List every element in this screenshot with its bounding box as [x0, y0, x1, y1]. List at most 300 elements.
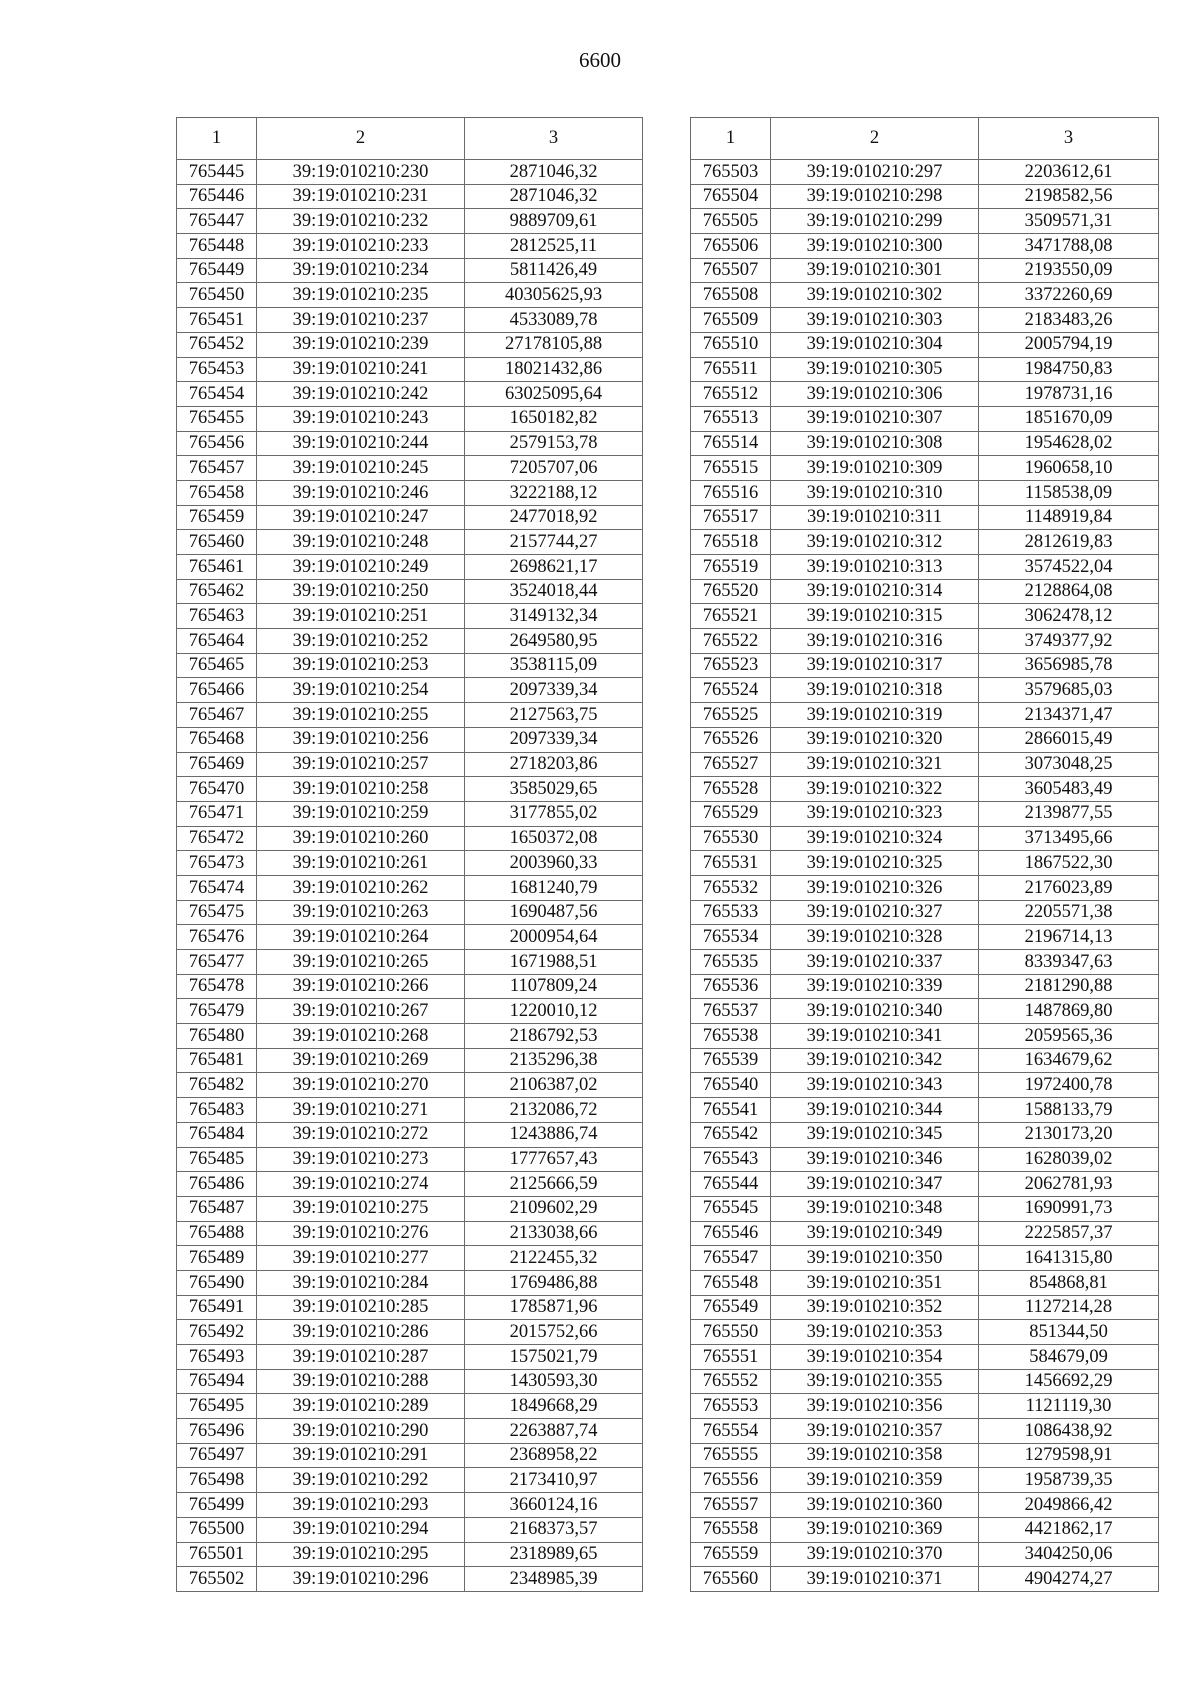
value-cell: 3605483,49	[979, 777, 1159, 802]
table-row	[177, 555, 643, 580]
cadastral-number-cell: 39:19:010210:230	[257, 160, 465, 185]
cadastral-number-cell: 39:19:010210:322	[771, 777, 979, 802]
table-row	[691, 1073, 1159, 1098]
table-row	[177, 1394, 643, 1419]
table-row	[177, 456, 643, 481]
value-cell: 3574522,04	[979, 555, 1159, 580]
cadastral-number-cell: 39:19:010210:357	[771, 1419, 979, 1444]
table-row	[177, 184, 643, 209]
value-cell: 2205571,38	[979, 900, 1159, 925]
table-row	[177, 826, 643, 851]
row-number-cell: 765493	[177, 1345, 257, 1370]
value-cell: 7205707,06	[465, 456, 643, 481]
value-cell: 2128864,08	[979, 579, 1159, 604]
value-cell: 1086438,92	[979, 1419, 1159, 1444]
column-header-3: 3	[465, 118, 643, 160]
row-number-cell: 765482	[177, 1073, 257, 1098]
table-row	[177, 1221, 643, 1246]
row-number-cell: 765515	[691, 456, 771, 481]
column-header-2: 2	[257, 118, 465, 160]
value-cell: 27178105,88	[465, 332, 643, 357]
value-cell: 1158538,09	[979, 480, 1159, 505]
table-row	[691, 530, 1159, 555]
value-cell: 1220010,12	[465, 999, 643, 1024]
row-number-cell: 765450	[177, 283, 257, 308]
value-cell: 1777657,43	[465, 1147, 643, 1172]
cadastral-number-cell: 39:19:010210:261	[257, 851, 465, 876]
cadastral-number-cell: 39:19:010210:369	[771, 1517, 979, 1542]
cadastral-number-cell: 39:19:010210:352	[771, 1295, 979, 1320]
cadastral-number-cell: 39:19:010210:272	[257, 1122, 465, 1147]
row-number-cell: 765485	[177, 1147, 257, 1172]
row-number-cell: 765560	[691, 1567, 771, 1592]
value-cell: 3177855,02	[465, 801, 643, 826]
value-cell: 2127563,75	[465, 703, 643, 728]
cadastral-number-cell: 39:19:010210:271	[257, 1098, 465, 1123]
table-row	[177, 1419, 643, 1444]
table-row	[177, 1443, 643, 1468]
cadastral-number-cell: 39:19:010210:251	[257, 604, 465, 629]
cadastral-number-cell: 39:19:010210:237	[257, 308, 465, 333]
row-number-cell: 765471	[177, 801, 257, 826]
value-cell: 2168373,57	[465, 1517, 643, 1542]
row-number-cell: 765532	[691, 875, 771, 900]
cadastral-number-cell: 39:19:010210:299	[771, 209, 979, 234]
cadastral-number-cell: 39:19:010210:321	[771, 752, 979, 777]
table-row	[691, 1196, 1159, 1221]
table-row	[177, 1345, 643, 1370]
row-number-cell: 765477	[177, 950, 257, 975]
left-table	[176, 117, 643, 1592]
row-number-cell: 765483	[177, 1098, 257, 1123]
right-table-body	[691, 160, 1159, 1592]
cadastral-number-cell: 39:19:010210:267	[257, 999, 465, 1024]
cadastral-number-cell: 39:19:010210:315	[771, 604, 979, 629]
row-number-cell: 765488	[177, 1221, 257, 1246]
table-row	[691, 184, 1159, 209]
value-cell: 1671988,51	[465, 950, 643, 975]
value-cell: 2263887,74	[465, 1419, 643, 1444]
table-row	[177, 999, 643, 1024]
value-cell: 854868,81	[979, 1270, 1159, 1295]
table-row	[691, 505, 1159, 530]
row-number-cell: 765541	[691, 1098, 771, 1123]
table-row	[177, 727, 643, 752]
value-cell: 1681240,79	[465, 875, 643, 900]
value-cell: 1148919,84	[979, 505, 1159, 530]
value-cell: 1978731,16	[979, 382, 1159, 407]
cadastral-number-cell: 39:19:010210:319	[771, 703, 979, 728]
row-number-cell: 765462	[177, 579, 257, 604]
value-cell: 2135296,38	[465, 1048, 643, 1073]
cadastral-number-cell: 39:19:010210:241	[257, 357, 465, 382]
value-cell: 2003960,33	[465, 851, 643, 876]
value-cell: 2157744,27	[465, 530, 643, 555]
cadastral-number-cell: 39:19:010210:349	[771, 1221, 979, 1246]
cadastral-number-cell: 39:19:010210:318	[771, 678, 979, 703]
cadastral-number-cell: 39:19:010210:269	[257, 1048, 465, 1073]
value-cell: 2718203,86	[465, 752, 643, 777]
table-row	[177, 925, 643, 950]
value-cell: 2649580,95	[465, 629, 643, 654]
table-row	[691, 382, 1159, 407]
cadastral-number-cell: 39:19:010210:320	[771, 727, 979, 752]
value-cell: 2181290,88	[979, 974, 1159, 999]
right-table-header	[691, 118, 1159, 160]
row-number-cell: 765487	[177, 1196, 257, 1221]
cadastral-number-cell: 39:19:010210:232	[257, 209, 465, 234]
row-number-cell: 765555	[691, 1443, 771, 1468]
cadastral-number-cell: 39:19:010210:310	[771, 480, 979, 505]
table-row	[691, 801, 1159, 826]
cadastral-number-cell: 39:19:010210:354	[771, 1345, 979, 1370]
value-cell: 3713495,66	[979, 826, 1159, 851]
table-row	[691, 1345, 1159, 1370]
table-row	[691, 1320, 1159, 1345]
value-cell: 3524018,44	[465, 579, 643, 604]
value-cell: 2109602,29	[465, 1196, 643, 1221]
value-cell: 2866015,49	[979, 727, 1159, 752]
row-number-cell: 765456	[177, 431, 257, 456]
row-number-cell: 765551	[691, 1345, 771, 1370]
value-cell: 2193550,09	[979, 258, 1159, 283]
cadastral-number-cell: 39:19:010210:313	[771, 555, 979, 580]
table-row	[691, 900, 1159, 925]
value-cell: 2106387,02	[465, 1073, 643, 1098]
cadastral-number-cell: 39:19:010210:276	[257, 1221, 465, 1246]
row-number-cell: 765467	[177, 703, 257, 728]
cadastral-number-cell: 39:19:010210:256	[257, 727, 465, 752]
value-cell: 3656985,78	[979, 653, 1159, 678]
table-row	[691, 1098, 1159, 1123]
row-number-cell: 765464	[177, 629, 257, 654]
table-row	[177, 1369, 643, 1394]
value-cell: 3579685,03	[979, 678, 1159, 703]
cadastral-number-cell: 39:19:010210:268	[257, 1024, 465, 1049]
value-cell: 2130173,20	[979, 1122, 1159, 1147]
table-row	[177, 1567, 643, 1592]
cadastral-number-cell: 39:19:010210:345	[771, 1122, 979, 1147]
cadastral-number-cell: 39:19:010210:355	[771, 1369, 979, 1394]
row-number-cell: 765475	[177, 900, 257, 925]
value-cell: 2122455,32	[465, 1246, 643, 1271]
value-cell: 2173410,97	[465, 1468, 643, 1493]
value-cell: 4421862,17	[979, 1517, 1159, 1542]
cadastral-number-cell: 39:19:010210:306	[771, 382, 979, 407]
value-cell: 1650372,08	[465, 826, 643, 851]
cadastral-number-cell: 39:19:010210:311	[771, 505, 979, 530]
row-number-cell: 765529	[691, 801, 771, 826]
table-row	[691, 406, 1159, 431]
value-cell: 1960658,10	[979, 456, 1159, 481]
table-row	[177, 283, 643, 308]
value-cell: 3062478,12	[979, 604, 1159, 629]
value-cell: 1487869,80	[979, 999, 1159, 1024]
value-cell: 3471788,08	[979, 234, 1159, 259]
column-header-3: 3	[979, 118, 1159, 160]
table-row	[691, 1295, 1159, 1320]
table-row	[691, 480, 1159, 505]
table-row	[177, 900, 643, 925]
value-cell: 1127214,28	[979, 1295, 1159, 1320]
table-row	[691, 629, 1159, 654]
row-number-cell: 765445	[177, 160, 257, 185]
left-table-body	[177, 160, 643, 1592]
table-row	[691, 752, 1159, 777]
table-row	[691, 357, 1159, 382]
row-number-cell: 765449	[177, 258, 257, 283]
cadastral-number-cell: 39:19:010210:339	[771, 974, 979, 999]
row-number-cell: 765479	[177, 999, 257, 1024]
cadastral-number-cell: 39:19:010210:342	[771, 1048, 979, 1073]
cadastral-number-cell: 39:19:010210:270	[257, 1073, 465, 1098]
row-number-cell: 765531	[691, 851, 771, 876]
table-row	[691, 1567, 1159, 1592]
table-row	[691, 1369, 1159, 1394]
cadastral-number-cell: 39:19:010210:324	[771, 826, 979, 851]
cadastral-number-cell: 39:19:010210:358	[771, 1443, 979, 1468]
column-header-1: 1	[177, 118, 257, 160]
value-cell: 2059565,36	[979, 1024, 1159, 1049]
table-row	[177, 752, 643, 777]
table-row	[691, 579, 1159, 604]
row-number-cell: 765460	[177, 530, 257, 555]
table-row	[691, 1468, 1159, 1493]
table-row	[177, 1147, 643, 1172]
cadastral-number-cell: 39:19:010210:303	[771, 308, 979, 333]
value-cell: 2579153,78	[465, 431, 643, 456]
value-cell: 1690487,56	[465, 900, 643, 925]
row-number-cell: 765453	[177, 357, 257, 382]
cadastral-number-cell: 39:19:010210:348	[771, 1196, 979, 1221]
row-number-cell: 765495	[177, 1394, 257, 1419]
cadastral-number-cell: 39:19:010210:263	[257, 900, 465, 925]
row-number-cell: 765513	[691, 406, 771, 431]
value-cell: 2348985,39	[465, 1567, 643, 1592]
table-row	[177, 234, 643, 259]
row-number-cell: 765524	[691, 678, 771, 703]
table-row	[691, 1493, 1159, 1518]
row-number-cell: 765526	[691, 727, 771, 752]
row-number-cell: 765521	[691, 604, 771, 629]
cadastral-number-cell: 39:19:010210:277	[257, 1246, 465, 1271]
cadastral-number-cell: 39:19:010210:347	[771, 1172, 979, 1197]
value-cell: 2698621,17	[465, 555, 643, 580]
row-number-cell: 765549	[691, 1295, 771, 1320]
cadastral-number-cell: 39:19:010210:359	[771, 1468, 979, 1493]
cadastral-number-cell: 39:19:010210:252	[257, 629, 465, 654]
value-cell: 18021432,86	[465, 357, 643, 382]
table-row	[691, 160, 1159, 185]
row-number-cell: 765558	[691, 1517, 771, 1542]
row-number-cell: 765484	[177, 1122, 257, 1147]
table-row	[177, 357, 643, 382]
table-row	[691, 875, 1159, 900]
cadastral-number-cell: 39:19:010210:360	[771, 1493, 979, 1518]
row-number-cell: 765486	[177, 1172, 257, 1197]
cadastral-number-cell: 39:19:010210:316	[771, 629, 979, 654]
cadastral-number-cell: 39:19:010210:294	[257, 1517, 465, 1542]
table-row	[691, 1542, 1159, 1567]
table-row	[177, 1048, 643, 1073]
table-row	[177, 332, 643, 357]
row-number-cell: 765542	[691, 1122, 771, 1147]
row-number-cell: 765548	[691, 1270, 771, 1295]
row-number-cell: 765461	[177, 555, 257, 580]
cadastral-number-cell: 39:19:010210:257	[257, 752, 465, 777]
row-number-cell: 765522	[691, 629, 771, 654]
value-cell: 2062781,93	[979, 1172, 1159, 1197]
table-row	[177, 703, 643, 728]
table-row	[177, 1122, 643, 1147]
cadastral-number-cell: 39:19:010210:346	[771, 1147, 979, 1172]
value-cell: 3660124,16	[465, 1493, 643, 1518]
row-number-cell: 765472	[177, 826, 257, 851]
row-number-cell: 765539	[691, 1048, 771, 1073]
row-number-cell: 765466	[177, 678, 257, 703]
cadastral-number-cell: 39:19:010210:247	[257, 505, 465, 530]
cadastral-number-cell: 39:19:010210:250	[257, 579, 465, 604]
row-number-cell: 765499	[177, 1493, 257, 1518]
cadastral-number-cell: 39:19:010210:341	[771, 1024, 979, 1049]
cadastral-number-cell: 39:19:010210:244	[257, 431, 465, 456]
row-number-cell: 765465	[177, 653, 257, 678]
value-cell: 2097339,34	[465, 678, 643, 703]
cadastral-number-cell: 39:19:010210:297	[771, 160, 979, 185]
cadastral-number-cell: 39:19:010210:370	[771, 1542, 979, 1567]
row-number-cell: 765478	[177, 974, 257, 999]
table-row	[177, 382, 643, 407]
table-row	[691, 431, 1159, 456]
value-cell: 2318989,65	[465, 1542, 643, 1567]
table-row	[691, 925, 1159, 950]
cadastral-number-cell: 39:19:010210:245	[257, 456, 465, 481]
row-number-cell: 765500	[177, 1517, 257, 1542]
column-header-2: 2	[771, 118, 979, 160]
table-row	[177, 1320, 643, 1345]
cadastral-number-cell: 39:19:010210:295	[257, 1542, 465, 1567]
row-number-cell: 765547	[691, 1246, 771, 1271]
row-number-cell: 765543	[691, 1147, 771, 1172]
table-row	[691, 1221, 1159, 1246]
table-row	[177, 851, 643, 876]
table-row	[691, 653, 1159, 678]
table-row	[691, 826, 1159, 851]
table-row	[177, 308, 643, 333]
value-cell: 2871046,32	[465, 184, 643, 209]
row-number-cell: 765509	[691, 308, 771, 333]
table-row	[691, 999, 1159, 1024]
value-cell: 1641315,80	[979, 1246, 1159, 1271]
cadastral-number-cell: 39:19:010210:264	[257, 925, 465, 950]
row-number-cell: 765517	[691, 505, 771, 530]
value-cell: 3749377,92	[979, 629, 1159, 654]
value-cell: 1867522,30	[979, 851, 1159, 876]
row-number-cell: 765528	[691, 777, 771, 802]
value-cell: 3073048,25	[979, 752, 1159, 777]
value-cell: 3585029,65	[465, 777, 643, 802]
cadastral-number-cell: 39:19:010210:304	[771, 332, 979, 357]
row-number-cell: 765516	[691, 480, 771, 505]
value-cell: 584679,09	[979, 1345, 1159, 1370]
row-number-cell: 765523	[691, 653, 771, 678]
row-number-cell: 765447	[177, 209, 257, 234]
table-row	[691, 555, 1159, 580]
cadastral-number-cell: 39:19:010210:327	[771, 900, 979, 925]
value-cell: 1851670,09	[979, 406, 1159, 431]
cadastral-number-cell: 39:19:010210:265	[257, 950, 465, 975]
row-number-cell: 765552	[691, 1369, 771, 1394]
row-number-cell: 765490	[177, 1270, 257, 1295]
value-cell: 2812619,83	[979, 530, 1159, 555]
table-row	[691, 332, 1159, 357]
row-number-cell: 765537	[691, 999, 771, 1024]
table-row	[691, 703, 1159, 728]
row-number-cell: 765457	[177, 456, 257, 481]
table-row	[177, 974, 643, 999]
cadastral-number-cell: 39:19:010210:353	[771, 1320, 979, 1345]
table-row	[691, 1172, 1159, 1197]
cadastral-number-cell: 39:19:010210:325	[771, 851, 979, 876]
row-number-cell: 765494	[177, 1369, 257, 1394]
row-number-cell: 765530	[691, 826, 771, 851]
cadastral-number-cell: 39:19:010210:292	[257, 1468, 465, 1493]
row-number-cell: 765448	[177, 234, 257, 259]
row-number-cell: 765491	[177, 1295, 257, 1320]
value-cell: 2049866,42	[979, 1493, 1159, 1518]
table-row	[177, 530, 643, 555]
value-cell: 3509571,31	[979, 209, 1159, 234]
cadastral-number-cell: 39:19:010210:302	[771, 283, 979, 308]
value-cell: 1121119,30	[979, 1394, 1159, 1419]
row-number-cell: 765506	[691, 234, 771, 259]
value-cell: 2000954,64	[465, 925, 643, 950]
cadastral-number-cell: 39:19:010210:298	[771, 184, 979, 209]
table-row	[691, 1517, 1159, 1542]
table-row	[177, 678, 643, 703]
value-cell: 3372260,69	[979, 283, 1159, 308]
table-row	[177, 1246, 643, 1271]
cadastral-number-cell: 39:19:010210:273	[257, 1147, 465, 1172]
row-number-cell: 765535	[691, 950, 771, 975]
row-number-cell: 765489	[177, 1246, 257, 1271]
row-number-cell: 765519	[691, 555, 771, 580]
cadastral-number-cell: 39:19:010210:314	[771, 579, 979, 604]
value-cell: 2183483,26	[979, 308, 1159, 333]
value-cell: 2812525,11	[465, 234, 643, 259]
row-number-cell: 765540	[691, 1073, 771, 1098]
row-number-cell: 765518	[691, 530, 771, 555]
value-cell: 2133038,66	[465, 1221, 643, 1246]
cadastral-number-cell: 39:19:010210:312	[771, 530, 979, 555]
value-cell: 1690991,73	[979, 1196, 1159, 1221]
table-row	[177, 1098, 643, 1123]
cadastral-number-cell: 39:19:010210:337	[771, 950, 979, 975]
table-row	[177, 801, 643, 826]
cadastral-number-cell: 39:19:010210:262	[257, 875, 465, 900]
value-cell: 2125666,59	[465, 1172, 643, 1197]
value-cell: 9889709,61	[465, 209, 643, 234]
row-number-cell: 765556	[691, 1468, 771, 1493]
left-table-header	[177, 118, 643, 160]
value-cell: 1984750,83	[979, 357, 1159, 382]
cadastral-number-cell: 39:19:010210:305	[771, 357, 979, 382]
cadastral-number-cell: 39:19:010210:234	[257, 258, 465, 283]
table-row	[177, 1295, 643, 1320]
value-cell: 2132086,72	[465, 1098, 643, 1123]
cadastral-number-cell: 39:19:010210:242	[257, 382, 465, 407]
row-number-cell: 765476	[177, 925, 257, 950]
